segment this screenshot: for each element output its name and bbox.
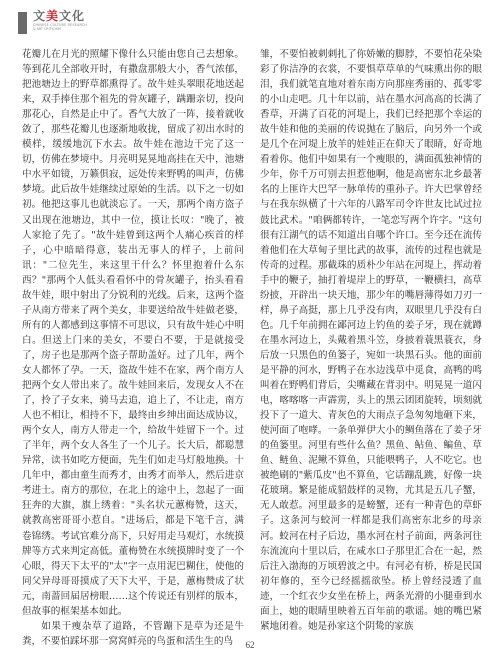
left-column xyxy=(22,47,244,647)
journal-logo-mark xyxy=(18,12,27,34)
page-number: 62 xyxy=(245,640,255,650)
journal-logo-subtitle-2: & ART CRITICISM xyxy=(33,27,61,32)
right-paragraph-1: 雏，不要怕被刺刺扎了你娇嫩的脚脖，不要怕花朵染彩了你洁净的衣裳，不要惧草草单的气味熏出你的眼泪，我们就笔直地对着东南方向那座秀丽的、孤零零的小山走吧。几十年以前，站在墨水河高高的长满了香草，开满了百花的河堤上，我们已经把那个幸运的故牛娃和他的美丽的传说抛在了脑后，向另外一个或是几个在河堤上放羊的娃娃正在仰天了眼睛，好奇地看着你。他们中如果有一个瘦眼的，满面孤独神情的少年，你千万可别去担惹他啊，他是高密东北乡最著名的上匪许大巴罕一脉单传的重孙子。许大巴掌曾经与在我东纵横了十六年的八路军司令许世友比试过拉鼓比武术。"咱俩都转许，一笔恋写两个许字。"这句很有江湖气的话不知道出自哪个许口。至今还在流传着他们在大草甸子里比武的故事，流传的过程也就是传奇的过程。那截珠的质朴少年站在河堤上，挥动着手中的鞭子，抽打着堤岸上的野草，一鞭横扫，高草纷披，开辟出一块天地，那少年的嘴唇薄得如刀刃一样，鼻子高挺，那上几乎没有肉，双眼里几乎没有白色。几千年前拥在鄙河边上钓鱼的姜子牙，现在就蹲在墨水河边上，头戴着黑斗笠，身披着蓑黑蓑衣，身后放一只黑色的鱼篓子，宛如一块黑石头。他的面前是平静的河水，野鸭子在水边浅草中觅食，高鸭的鸣叫着在野鸭们背后，尖嘴藏在背羽中。明晃晃一道闪电，喀喀喀一声霹雳，头上的黑云团团旋转，顷刻就投下了一道大、青灰色的大雨点子急匆匆地砸下来，使河面了咆哮。一条单弹伊大小的鲷鱼落在了姜子牙的鱼篓里。河里有些什么鱼？黑鱼、鲇鱼、鳊鱼、草鱼、鲢鱼、泥鳅不算鱼，只能喂鸭子，人不吃它。也被绝刷的"紫瓜皮"也不算鱼，它话蹦乱跳，好像一块花玻璃。繁是能成貂鼓样的灵物，尤其是五几子蟹，无人敢惹。河里最多的是螃蟹，还有一种青色的草虾子。这条河与蛟河一样都是我们高密东北乡的母亲河。蛟河在村子后边，墨水河在村子前面，两条河往东流流向十里以后，在咸水口子那里汇合在一起，然后注入渤海的万顷碧波之中。有河必有桥，桥是民国初年修的，至今已经摇摇欲坠。桥上曾经浸透了血迹，一个红衣少女坐在桥上，两条光滑的小腿垂到水面上，她的眼睛里映着五百年前的歌谣。她的嘴巴紧紧地闭着。她是孙家这个阴鸷的家族 xyxy=(260,49,482,632)
journal-logo xyxy=(33,10,87,32)
journal-logo-title: 文美文化 xyxy=(33,9,86,23)
left-paragraph-1: 花瓣儿在月光的照耀下像什么只能由您自己去想象。等到花儿全部收开时，有撒盘那般大小，香气浓郁，把池塘边上的野草都熏得了。故牛娃头翠眼花地送起来，双手捧住那个祖先的骨灰罐子，蹒跚亲切，投向那花心，自然是止中了。香气大放了一阵，接着就收敛了，那些花瓣儿也逐渐地收拢，留成了初出水时的模样，缓缓地沉下水去。故牛娃在池边干完了这一切，仿佛在梦境中。月亮明晃晃地高挂在天中，池塘中水平如镜，万籁俱寂，远处传来野鸭的叫声，仿佛梦境。此后故牛娃继续过原始的生活。以下之一切如初。他把这事儿也就淡忘了。一天，那两个南方盗子又出现在池塘边，其中一位，摸让长叹："晚了，被人家抢了先了。"故牛娃曾到这两个人痛心疾首的样子，心中暗暗得意，装出无事人的样子，上前问讯："二位先生，来这里干什么？怀里抱着什么东西？"那两个人低头看看怀中的骨灰罐子，抬头看看故牛娃，眼中射出了分锐利的光线。后来，这两个盗子从南方带来了两个美女，非要送给故牛娃做老婆，所有的人都感到这事情不可思议，只有故牛娃心中明白。但送上门来的美女，不要白不要，于是就接受了，房子也是那两个盗子帮助盖好。过了几年，两个女人都怀了孕。一天，盗故牛娃不在家，两个南方人把两个女人带出来了。故牛娃回来后，发现女人不在了，拎了子女来，骑马去追，追上了，不让走，南方人也不相让，相持不下，最终由乡绅出面达成协议，两个女人，南方人带走一个，给故牛娃留下一个。过了半年，两个女人各生了一个儿子。长大后，都聪慧异常，读书如吃方便面，先生们如走马灯般地换。十几年中，都由童生而秀才，由秀才而举人，然后进京考进士。南方的那位，在北上的途中上，忽起了一面狂奔的大旗，旗上绣着："头名状元蕙梅赞，这天，就教高密哥哥小惹自。"进场后，都是下笔千言，满卷锦绣。考试官难分高下，只好用走马观灯，水统摸牌等方式来判定高低。董梅赞在水统摸牌时变了一个心眼，得天下太平的"太"字一点用泥巴糊住，使他的同父异母哥哥摸成了天下大平，于是，蕙梅赞成了状元，南蔷回届居榜眼……这个传说还有别样的版本，但故事的框架基本如此。 xyxy=(22,49,244,617)
left-paragraph-2: 如果干瘦杂草了道路，不管蹦下是草为还是牛粪，不要怕踩坏那一窝窝鲜亮的鸟蛋和活生生的鸟 xyxy=(22,620,244,647)
right-column xyxy=(260,47,482,632)
journal-logo-subtitle: CHINESE CULTURE RESEARCH xyxy=(33,23,87,27)
journal-masthead xyxy=(18,10,87,42)
